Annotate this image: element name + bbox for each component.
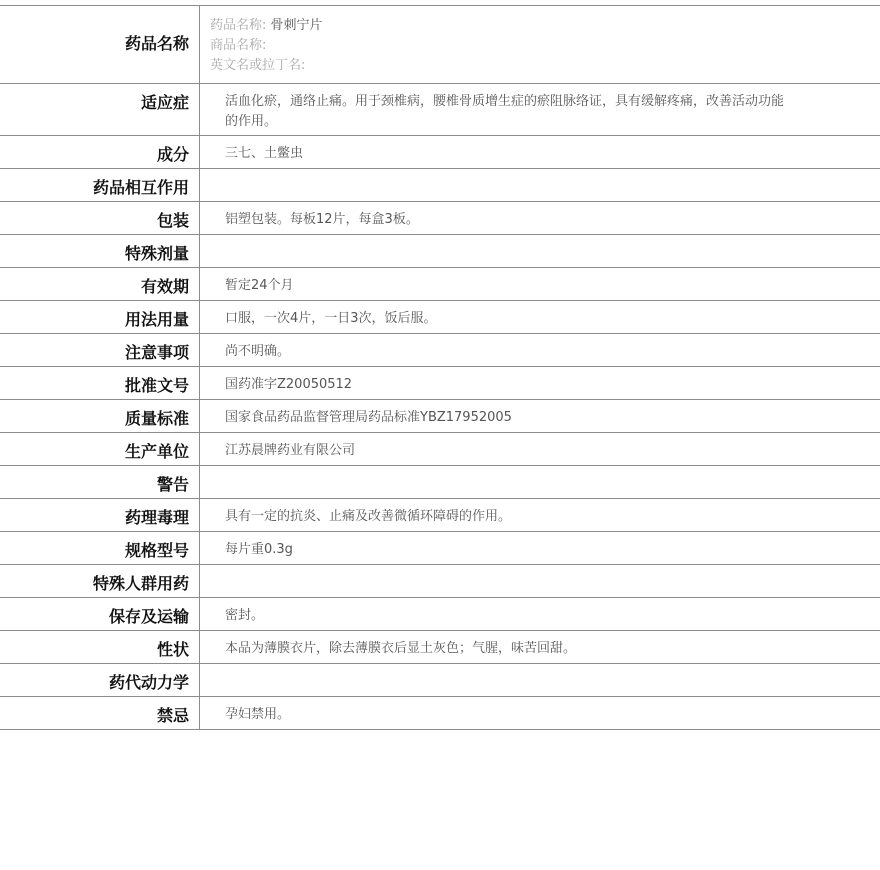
row-value — [200, 664, 880, 696]
row-label: 保存及运输 — [0, 598, 200, 630]
row-label: 包装 — [0, 202, 200, 234]
row-value: 口服，一次4片，一日3次，饭后服。 — [225, 311, 437, 326]
row-label: 禁忌 — [0, 697, 200, 729]
drug-spec-table — [0, 5, 880, 730]
row-label: 性状 — [0, 631, 200, 663]
row-value — [200, 466, 880, 498]
trade-name-key: 商品名称: — [210, 38, 267, 53]
row-label: 特殊人群用药 — [0, 565, 200, 597]
row-label: 药品相互作用 — [0, 169, 200, 201]
row-value: 三七、土鳖虫 — [225, 146, 304, 161]
drug-name-row — [0, 6, 880, 84]
generic-name-key: 药品名称: — [210, 18, 267, 33]
row-value: 铝塑包装。每板12片，每盒3板。 — [225, 212, 419, 227]
drug-name-values — [200, 6, 880, 83]
row-value — [200, 565, 880, 597]
row-label: 特殊剂量 — [0, 235, 200, 267]
row-value: 国药准字Z20050512 — [225, 377, 353, 392]
latin-name-line — [210, 56, 790, 76]
row-label: 规格型号 — [0, 532, 200, 564]
row-value: 具有一定的抗炎、止痛及改善微循环障碍的作用。 — [225, 509, 512, 524]
shelf-life-row — [0, 268, 880, 301]
specification-row — [0, 532, 880, 565]
row-value: 孕妇禁用。 — [225, 707, 291, 722]
row-value — [200, 169, 880, 201]
special-populations-row — [0, 565, 880, 598]
row-value — [200, 235, 880, 267]
row-label: 批准文号 — [0, 367, 200, 399]
quality-standard-row — [0, 400, 880, 433]
row-label: 有效期 — [0, 268, 200, 300]
row-label: 适应症 — [0, 84, 200, 135]
row-label: 警告 — [0, 466, 200, 498]
contraindications-row — [0, 697, 880, 730]
generic-name-line — [210, 16, 790, 36]
drug-interactions-row — [0, 169, 880, 202]
row-label: 用法用量 — [0, 301, 200, 333]
row-value: 每片重0.3g — [225, 542, 293, 557]
row-value: 国家食品药品监督管理局药品标准YBZ17952005 — [225, 410, 512, 425]
row-value: 密封。 — [225, 608, 265, 623]
row-label: 注意事项 — [0, 334, 200, 366]
pharmacology-row — [0, 499, 880, 532]
approval-number-row — [0, 367, 880, 400]
special-dosage-row — [0, 235, 880, 268]
row-value: 江苏晨牌药业有限公司 — [225, 443, 356, 458]
description-row — [0, 631, 880, 664]
row-value: 活血化瘀，通络止痛。用于颈椎病，腰椎骨质增生症的瘀阻脉络证，具有缓解疼痛，改善活动功能的作用。 — [225, 94, 785, 129]
indications-row — [0, 84, 880, 136]
row-label: 生产单位 — [0, 433, 200, 465]
storage-transport-row — [0, 598, 880, 631]
row-label: 药理毒理 — [0, 499, 200, 531]
precautions-row — [0, 334, 880, 367]
row-label: 药品名称 — [0, 6, 200, 83]
warning-row — [0, 466, 880, 499]
manufacturer-row — [0, 433, 880, 466]
pharmacokinetics-row — [0, 664, 880, 697]
packaging-row — [0, 202, 880, 235]
row-label: 药代动力学 — [0, 664, 200, 696]
row-label: 成分 — [0, 136, 200, 168]
ingredients-row — [0, 136, 880, 169]
row-value: 本品为薄膜衣片，除去薄膜衣后显土灰色；气腥，味苦回甜。 — [225, 641, 577, 656]
row-value: 暂定24个月 — [225, 278, 294, 293]
row-label: 质量标准 — [0, 400, 200, 432]
trade-name-line — [210, 36, 790, 56]
row-value: 尚不明确。 — [225, 344, 291, 359]
latin-name-key: 英文名或拉丁名: — [210, 58, 306, 73]
usage-dosage-row — [0, 301, 880, 334]
generic-name-value: 骨刺宁片 — [270, 18, 323, 33]
